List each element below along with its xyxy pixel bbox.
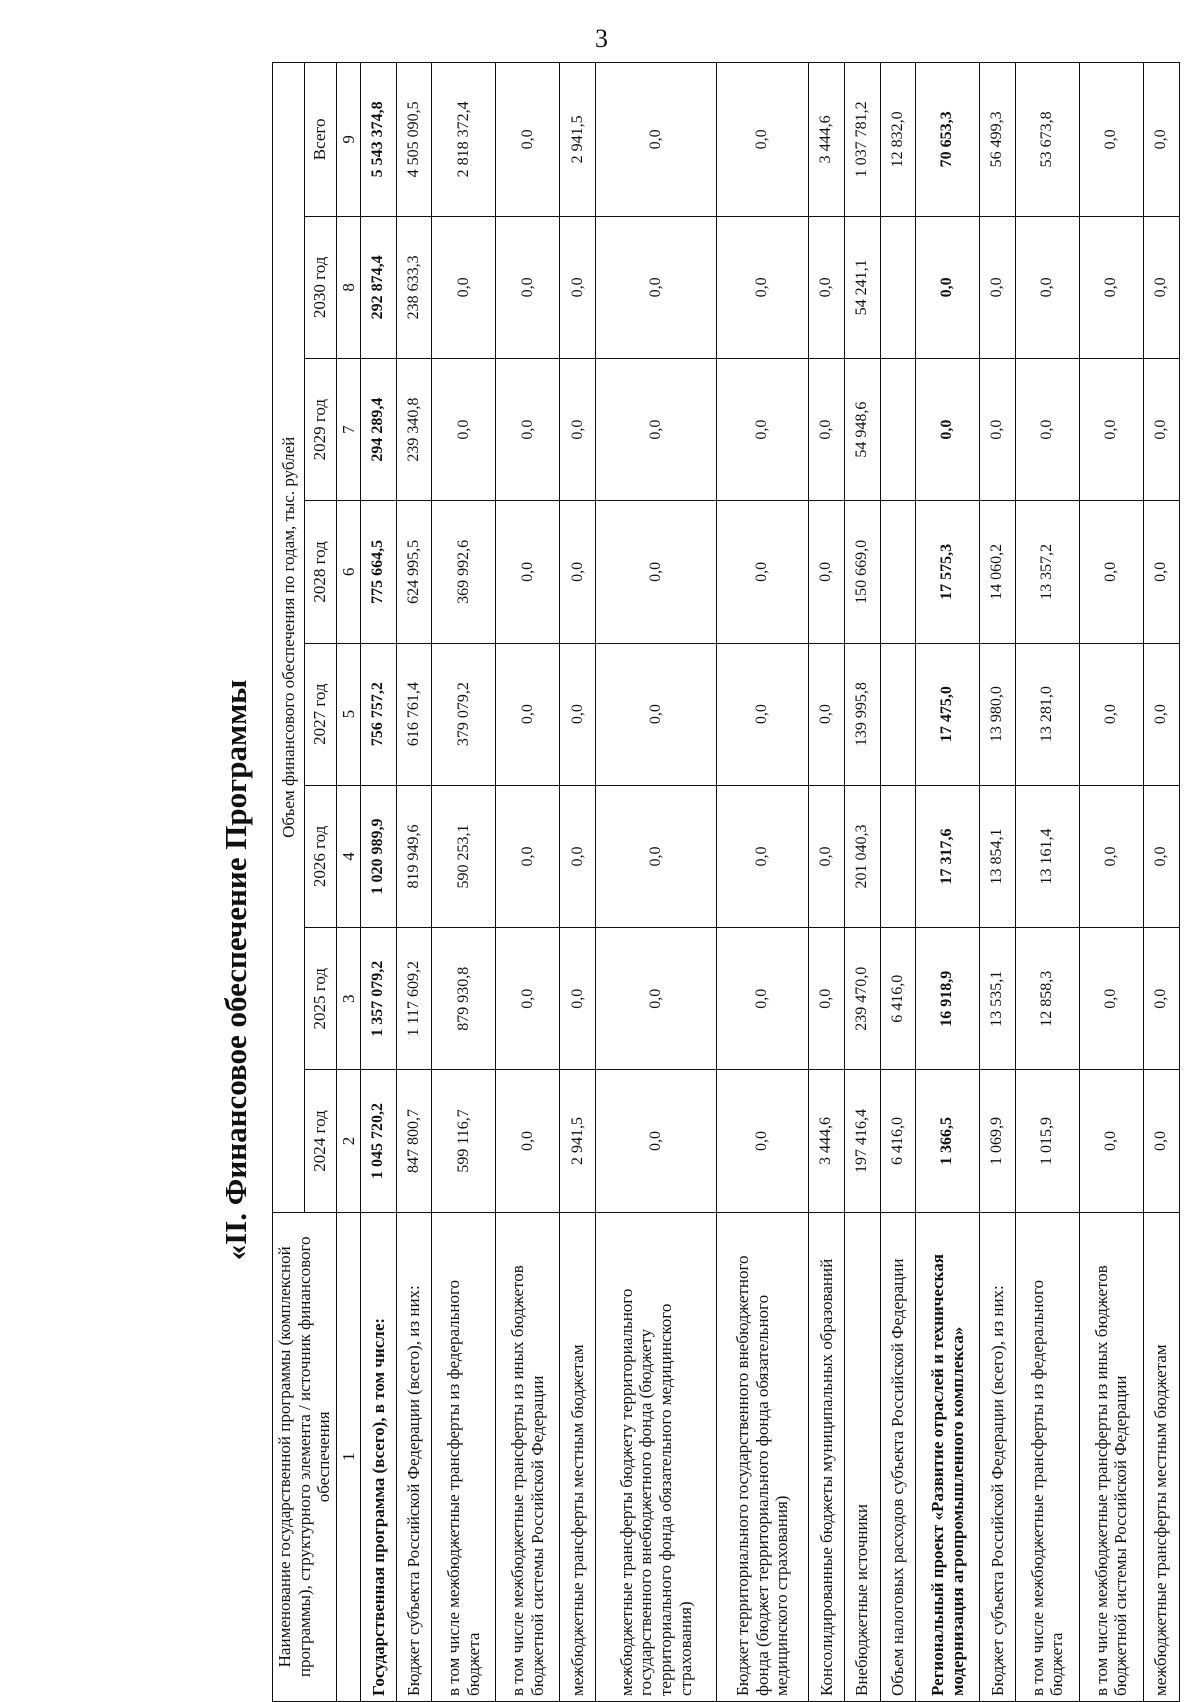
value-cell: 13 161,4 — [1015, 785, 1079, 927]
row-label: межбюджетные трансферты местным бюджетам — [1143, 1212, 1179, 1701]
value-cell: 0,0 — [1143, 643, 1179, 785]
value-cell: 624 995,5 — [396, 501, 432, 643]
table-row — [560, 63, 596, 1702]
value-cell — [880, 359, 916, 501]
value-cell: 0,0 — [1143, 63, 1179, 217]
value-cell: 0,0 — [596, 359, 717, 501]
value-cell: 0,0 — [916, 359, 980, 501]
value-cell: 2 941,5 — [560, 1070, 596, 1212]
value-cell: 0,0 — [1143, 501, 1179, 643]
table-header — [273, 63, 361, 1702]
row-label: Бюджет субъекта Российской Федерации (всего), из них: — [396, 1212, 432, 1701]
value-cell: 56 499,3 — [980, 63, 1016, 217]
value-cell: 775 664,5 — [361, 501, 397, 643]
value-cell: 0,0 — [596, 63, 717, 217]
value-cell: 0,0 — [496, 643, 560, 785]
table-row — [396, 63, 432, 1702]
value-cell: 0,0 — [560, 643, 596, 785]
value-cell: 0,0 — [1079, 359, 1143, 501]
value-cell: 0,0 — [980, 359, 1016, 501]
value-cell: 0,0 — [809, 928, 845, 1070]
value-cell: 0,0 — [1079, 785, 1143, 927]
row-label: Государственная программа (всего), в том числе: — [361, 1212, 397, 1701]
value-cell: 12 858,3 — [1015, 928, 1079, 1070]
value-cell: 819 949,6 — [396, 785, 432, 927]
year-header: 2026 год — [304, 785, 336, 927]
value-cell: 0,0 — [596, 501, 717, 643]
value-cell: 13 535,1 — [980, 928, 1016, 1070]
value-cell: 0,0 — [496, 216, 560, 358]
value-cell: 54 241,1 — [844, 216, 880, 358]
value-cell: 756 757,2 — [361, 643, 397, 785]
value-cell: 0,0 — [1079, 1070, 1143, 1212]
row-label: межбюджетные трансферты бюджету территориального государственного внебюджетного фонда (бюджету территориального фонда обязательного медицинского страхования) — [596, 1212, 717, 1701]
value-cell: 0,0 — [809, 216, 845, 358]
value-cell: 201 040,3 — [844, 785, 880, 927]
value-cell: 599 116,7 — [432, 1070, 496, 1212]
value-cell: 0,0 — [560, 359, 596, 501]
value-cell: 0,0 — [716, 785, 808, 927]
value-cell: 0,0 — [496, 63, 560, 217]
value-cell: 590 253,1 — [432, 785, 496, 927]
value-cell: 0,0 — [596, 785, 717, 927]
row-label: Бюджет территориального государственного внебюджетного фонда (бюджет территориального фонда обязательного медицинского страхования) — [716, 1212, 808, 1701]
value-cell: 0,0 — [716, 928, 808, 1070]
value-cell: 13 980,0 — [980, 643, 1016, 785]
value-cell: 0,0 — [596, 928, 717, 1070]
value-cell: 0,0 — [716, 501, 808, 643]
value-cell: 369 992,6 — [432, 501, 496, 643]
column-index: 8 — [336, 216, 361, 358]
row-label: Внебюджетные источники — [844, 1212, 880, 1701]
row-label: Бюджет субъекта Российской Федерации (всего), из них: — [980, 1212, 1016, 1701]
column-index: 2 — [336, 1070, 361, 1212]
value-cell: 0,0 — [596, 216, 717, 358]
value-cell: 0,0 — [496, 1070, 560, 1212]
value-cell — [880, 216, 916, 358]
value-cell: 4 505 090,5 — [396, 63, 432, 217]
value-cell: 5 543 374,8 — [361, 63, 397, 217]
value-cell: 0,0 — [560, 928, 596, 1070]
table-row — [1143, 63, 1179, 1702]
value-cell: 1 037 781,2 — [844, 63, 880, 217]
row-label: в том числе межбюджетные трансферты из иных бюджетов бюджетной системы Российской Федерации — [496, 1212, 560, 1701]
value-cell: 0,0 — [716, 63, 808, 217]
table-row — [496, 63, 560, 1702]
value-cell: 150 669,0 — [844, 501, 880, 643]
year-header: 2029 год — [304, 359, 336, 501]
value-cell — [880, 501, 916, 643]
table-rotator — [272, 62, 1171, 1702]
column-index: 1 — [336, 1212, 361, 1701]
value-cell: 13 357,2 — [1015, 501, 1079, 643]
value-cell: 0,0 — [1079, 216, 1143, 358]
value-cell: 53 673,8 — [1015, 63, 1079, 217]
value-cell: 6 416,0 — [880, 928, 916, 1070]
value-cell: 0,0 — [1015, 359, 1079, 501]
value-cell: 0,0 — [496, 785, 560, 927]
table-row — [880, 63, 916, 1702]
table-row — [432, 63, 496, 1702]
value-cell: 0,0 — [809, 643, 845, 785]
value-cell: 0,0 — [716, 1070, 808, 1212]
table-body — [361, 63, 1179, 1702]
year-header: 2028 год — [304, 501, 336, 643]
value-cell: 0,0 — [432, 216, 496, 358]
value-cell: 3 444,6 — [809, 1070, 845, 1212]
value-cell: 0,0 — [809, 359, 845, 501]
value-cell: 879 930,8 — [432, 928, 496, 1070]
value-cell: 54 948,6 — [844, 359, 880, 501]
value-cell: 379 079,2 — [432, 643, 496, 785]
value-cell: 294 289,4 — [361, 359, 397, 501]
year-header: 2030 год — [304, 216, 336, 358]
value-cell: 0,0 — [496, 501, 560, 643]
value-cell: 292 874,4 — [361, 216, 397, 358]
value-cell — [880, 643, 916, 785]
value-cell: 2 941,5 — [560, 63, 596, 217]
value-cell: 0,0 — [560, 501, 596, 643]
value-cell: 0,0 — [1143, 785, 1179, 927]
table-row — [916, 63, 980, 1702]
value-cell: 0,0 — [560, 216, 596, 358]
value-cell: 1 366,5 — [916, 1070, 980, 1212]
value-cell: 0,0 — [1079, 928, 1143, 1070]
value-cell: 0,0 — [809, 501, 845, 643]
value-cell: 0,0 — [716, 643, 808, 785]
value-cell: 13 854,1 — [980, 785, 1016, 927]
value-cell: 239 340,8 — [396, 359, 432, 501]
value-cell: 1 117 609,2 — [396, 928, 432, 1070]
value-cell: 0,0 — [716, 359, 808, 501]
value-cell: 239 470,0 — [844, 928, 880, 1070]
value-cell: 0,0 — [809, 785, 845, 927]
group-header: Объем финансового обеспечения по годам, тыс. рублей — [273, 63, 305, 1213]
value-cell: 1 020 989,9 — [361, 785, 397, 927]
value-cell: 847 800,7 — [396, 1070, 432, 1212]
value-cell: 0,0 — [1143, 359, 1179, 501]
table-row — [980, 63, 1016, 1702]
value-cell: 13 281,0 — [1015, 643, 1079, 785]
year-header: 2027 год — [304, 643, 336, 785]
value-cell: 0,0 — [496, 359, 560, 501]
value-cell: 0,0 — [1143, 1070, 1179, 1212]
value-cell: 2 818 372,4 — [432, 63, 496, 217]
value-cell: 0,0 — [1079, 501, 1143, 643]
value-cell: 17 475,0 — [916, 643, 980, 785]
value-cell: 1 357 079,2 — [361, 928, 397, 1070]
value-cell: 0,0 — [432, 359, 496, 501]
value-cell: 0,0 — [596, 643, 717, 785]
value-cell: 0,0 — [716, 216, 808, 358]
col-name-header: Наименование государственной программы (комплексной программы), структурного элемента / источник финансового обеспечения — [273, 1212, 337, 1701]
value-cell: 1 069,9 — [980, 1070, 1016, 1212]
row-label: Региональный проект «Развитие отраслей и техническая модернизация агропромышленного комплекса» — [916, 1212, 980, 1701]
value-cell: 1 015,9 — [1015, 1070, 1079, 1212]
value-cell: 14 060,2 — [980, 501, 1016, 643]
row-label: межбюджетные трансферты местным бюджетам — [560, 1212, 596, 1701]
value-cell: 17 317,6 — [916, 785, 980, 927]
table-row — [844, 63, 880, 1702]
value-cell: 3 444,6 — [809, 63, 845, 217]
table-row — [1079, 63, 1143, 1702]
year-header: 2025 год — [304, 928, 336, 1070]
row-label: Объем налоговых расходов субъекта Российской Федерации — [880, 1212, 916, 1701]
value-cell: 0,0 — [496, 928, 560, 1070]
value-cell: 0,0 — [1079, 643, 1143, 785]
column-index-row — [336, 63, 361, 1702]
table-row — [361, 63, 397, 1702]
value-cell: 0,0 — [980, 216, 1016, 358]
value-cell: 139 995,8 — [844, 643, 880, 785]
column-index: 6 — [336, 501, 361, 643]
column-index: 4 — [336, 785, 361, 927]
value-cell: 1 045 720,2 — [361, 1070, 397, 1212]
table-row — [596, 63, 717, 1702]
year-header: 2024 год — [304, 1070, 336, 1212]
column-index: 7 — [336, 359, 361, 501]
section-heading: «II. Финансовое обеспечение Программы — [218, 679, 253, 1261]
column-index: 5 — [336, 643, 361, 785]
value-cell: 197 416,4 — [844, 1070, 880, 1212]
value-cell: 616 761,4 — [396, 643, 432, 785]
value-cell: 0,0 — [1079, 63, 1143, 217]
value-cell: 0,0 — [1143, 928, 1179, 1070]
value-cell: 238 633,3 — [396, 216, 432, 358]
table-row — [1015, 63, 1079, 1702]
value-cell: 16 918,9 — [916, 928, 980, 1070]
heading-container — [216, 520, 256, 1420]
value-cell: 0,0 — [1143, 216, 1179, 358]
column-index: 3 — [336, 928, 361, 1070]
value-cell: 0,0 — [916, 216, 980, 358]
value-cell: 12 832,0 — [880, 63, 916, 217]
financing-table — [272, 62, 1180, 1702]
value-cell: 0,0 — [560, 785, 596, 927]
table-row — [809, 63, 845, 1702]
value-cell: 17 575,3 — [916, 501, 980, 643]
table-container — [272, 62, 1200, 1696]
row-label: в том числе межбюджетные трансферты из федерального бюджета — [1015, 1212, 1079, 1701]
value-cell — [880, 785, 916, 927]
row-label: в том числе межбюджетные трансферты из федерального бюджета — [432, 1212, 496, 1701]
value-cell: 70 653,3 — [916, 63, 980, 217]
table-row — [716, 63, 808, 1702]
value-cell: 0,0 — [596, 1070, 717, 1212]
page-number: 3 — [595, 24, 608, 53]
value-cell: 0,0 — [1015, 216, 1079, 358]
row-label: в том числе межбюджетные трансферты из иных бюджетов бюджетной системы Российской Федерации — [1079, 1212, 1143, 1701]
year-header: Всего — [304, 63, 336, 217]
column-index: 9 — [336, 63, 361, 217]
value-cell: 6 416,0 — [880, 1070, 916, 1212]
row-label: Консолидированные бюджеты муниципальных образований — [809, 1212, 845, 1701]
